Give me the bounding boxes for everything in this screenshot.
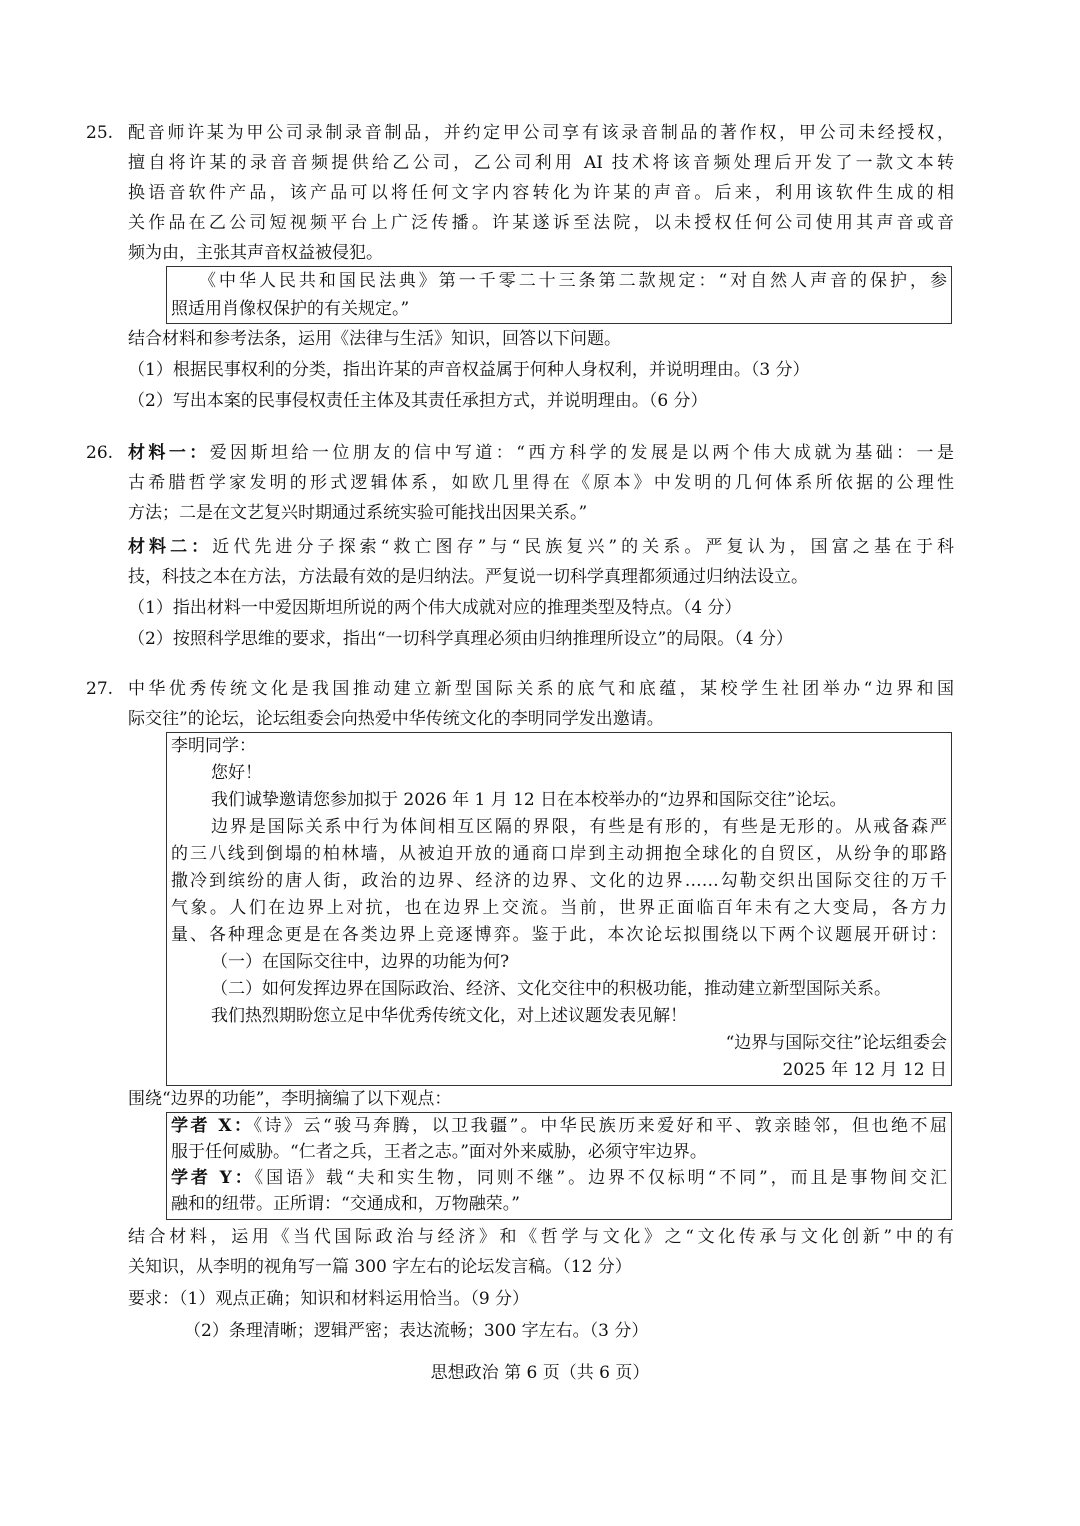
letter-paragraph-2-line: 边界是国际关系中行为体间相互区隔的界限，有些是有形的，有些是无形的。从戒备森严 — [211, 817, 947, 837]
letter-paragraph-2-line: 量、各种理念更是在各类边界上竞逐博弈。鉴于此，本次论坛拟围绕以下两个议题展开研讨： — [171, 925, 947, 945]
instruction: 结合材料和参考法条，运用《法律与生活》知识，回答以下问题。 — [128, 329, 621, 349]
scholar-x-label: 学者 X： — [171, 1116, 254, 1136]
scholar-x-line — [171, 1113, 947, 1139]
question-27 — [86, 674, 954, 734]
scholar-x-line: 服于任何威胁。“仁者之兵，王者之志。”面对外来威胁，必须守牢边界。 — [171, 1142, 707, 1162]
views-intro: 围绕“边界的功能”，李明摘编了以下观点： — [128, 1089, 452, 1109]
question-number: 26. — [86, 443, 114, 463]
letter-closing: 我们热烈期盼您立足中华优秀传统文化，对上述议题发表见解！ — [211, 1006, 687, 1026]
invitation-letter-box — [166, 732, 952, 1086]
question-text-line: 擅自将许某的录音音频提供给乙公司，乙公司利用 AI 技术将该音频处理后开发了一款文本转 — [128, 153, 954, 173]
intro-line: 际交往”的论坛，论坛组委会向热爱中华传统文化的李明同学发出邀请。 — [128, 709, 664, 729]
requirement-1: 要求：（1）观点正确；知识和材料运用恰当。（9 分） — [128, 1289, 530, 1309]
question-number: 25. — [86, 123, 114, 143]
letter-paragraph-1: 我们诚挚邀请您参加拟于 2026 年 1 月 12 日在本校举办的“边界和国际交往”论坛。 — [211, 790, 847, 810]
scholar-y-line: 融和的纽带。正所谓：“交通成和，万物融荣。” — [171, 1194, 520, 1214]
material-1-text: 爱因斯坦给一位朋友的信中写道：“西方科学的发展是以两个伟大成就为基础：一是 — [209, 443, 954, 463]
law-reference-box — [166, 266, 952, 324]
scholar-x-text: 《诗》云“骏马奔腾，以卫我疆”。中华民族历来爱好和平、敦亲睦邻，但也绝不屈 — [253, 1116, 947, 1136]
material-2-text: 近代先进分子探索“救亡图存”与“民族复兴”的关系。严复认为，国富之基在于科 — [212, 537, 954, 557]
task-line: 关知识，从李明的视角写一篇 300 字左右的论坛发言稿。（12 分） — [128, 1257, 632, 1277]
material-1-line — [128, 438, 954, 468]
material-1-line: 古希腊哲学家发明的形式逻辑体系，如欧几里得在《原本》中发明的几何体系所依据的公理性 — [128, 473, 954, 493]
question-text-line: 换语音软件产品，该产品可以将任何文字内容转化为许某的声音。后来，利用该软件生成的相 — [128, 183, 954, 203]
scholar-y-text: 《国语》载“夫和实生物，同则不继”。边界不仅标明“不同”，而且是事物间交汇 — [254, 1168, 947, 1188]
letter-paragraph-2-line: 撒冷到缤纷的唐人街，政治的边界、经济的边界、文化的边界……勾勒交织出国际交往的万千 — [171, 871, 947, 891]
letter-signature: “边界与国际交往”论坛组委会 — [725, 1033, 947, 1053]
question-number: 27. — [86, 679, 114, 699]
question-text-line: 配音师许某为甲公司录制录音制品，并约定甲公司享有该录音制品的著作权，甲公司未经授权， — [128, 123, 954, 143]
material-2-line: 技，科技之本在方法，方法最有效的是归纳法。严复说一切科学真理都须通过归纳法设立。 — [128, 567, 808, 587]
scholar-y-line — [171, 1165, 947, 1191]
letter-topic-2: （二）如何发挥边界在国际政治、经济、文化交往中的积极功能，推动建立新型国际关系。 — [211, 979, 891, 999]
question-text-line: 关作品在乙公司短视频平台上广泛传播。许某遂诉至法院，以未授权任何公司使用其声音或音 — [128, 213, 954, 233]
question-26 — [86, 438, 954, 654]
letter-greeting: 李明同学： — [171, 736, 256, 756]
scholar-views-box — [166, 1112, 952, 1220]
sub-question-2: （2）写出本案的民事侵权责任主体及其责任承担方式，并说明理由。（6 分） — [128, 391, 708, 411]
question-25-tasks — [128, 324, 954, 416]
question-25 — [86, 118, 954, 268]
letter-topic-1: （一）在国际交往中，边界的功能为何? — [211, 952, 510, 972]
page-footer: 思想政治 第 6 页（共 6 页） — [430, 1363, 650, 1383]
views-intro-block — [128, 1086, 954, 1112]
law-text-line: 照适用肖像权保护的有关规定。” — [171, 299, 410, 319]
letter-date: 2025 年 12 月 12 日 — [782, 1060, 947, 1080]
scholar-y-label: 学者 Y： — [171, 1168, 255, 1188]
requirement-2: （2）条理清晰；逻辑严密；表达流畅；300 字左右。（3 分） — [184, 1321, 649, 1341]
material-2-label: 材料二： — [128, 537, 213, 557]
sub-question-1: （1）根据民事权利的分类，指出许某的声音权益属于何种人身权利，并说明理由。（3 分） — [128, 360, 810, 380]
sub-question-2: （2）按照科学思维的要求，指出“一切科学真理必须由归纳推理所设立”的局限。（4 分） — [128, 629, 793, 649]
letter-hello: 您好！ — [211, 763, 262, 783]
question-text-line: 频为由，主张其声音权益被侵犯。 — [128, 243, 383, 263]
law-text-line: 《中华人民共和国民法典》第一千零二十三条第二款规定：“对自然人声音的保护，参 — [199, 271, 947, 291]
intro-line: 中华优秀传统文化是我国推动建立新型国际关系的底气和底蕴，某校学生社团举办“边界和国 — [128, 679, 954, 699]
letter-paragraph-2-line: 气象。人们在边界上对抗，也在边界上交流。当前，世界正面临百年未有之大变局，各方力 — [171, 898, 947, 918]
material-1-line: 方法；二是在文艺复兴时期通过系统实验可能找出因果关系。” — [128, 503, 588, 523]
task-line: 结合材料，运用《当代国际政治与经济》和《哲学与文化》之“文化传承与文化创新”中的有 — [128, 1227, 954, 1247]
material-1-label: 材料一： — [128, 443, 210, 463]
sub-question-1: （1）指出材料一中爱因斯坦所说的两个伟大成就对应的推理类型及特点。（4 分） — [128, 598, 742, 618]
letter-paragraph-2-line: 的三八线到倒塌的柏林墙，从被迫开放的通商口岸到主动拥抱全球化的自贸区，从纷争的耶路 — [171, 844, 947, 864]
material-2-line — [128, 532, 954, 562]
question-27-tasks — [128, 1222, 954, 1346]
